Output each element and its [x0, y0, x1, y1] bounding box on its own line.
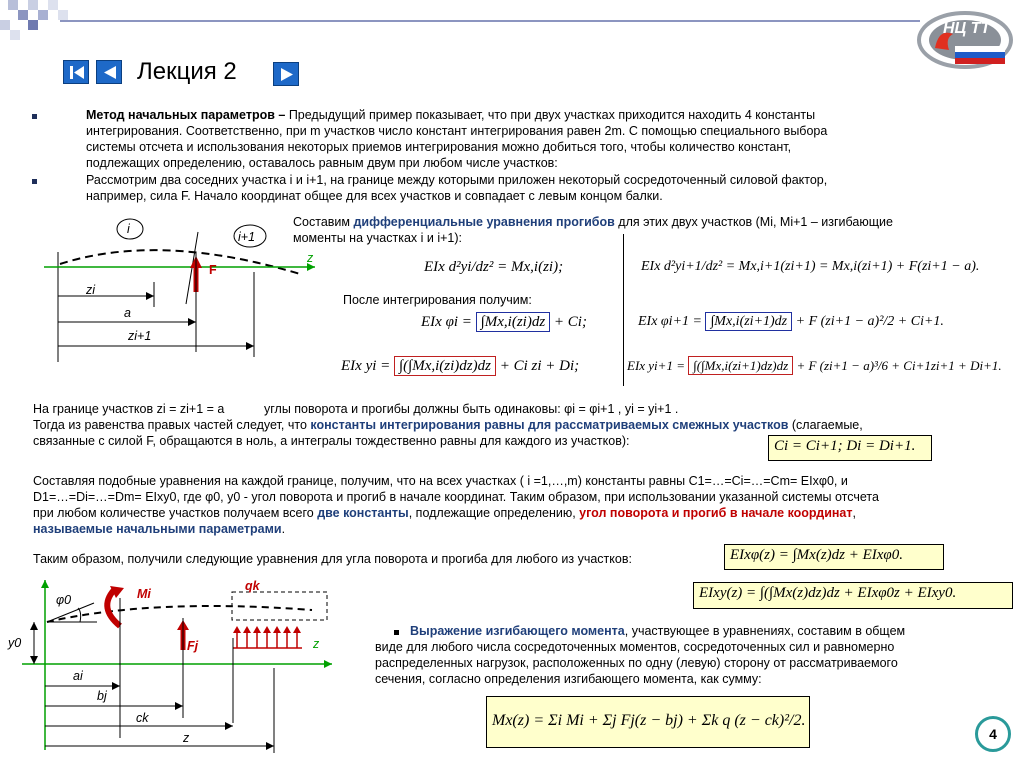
- section3-line2: D1=…=Di=…=Dm= EIxy0, где φ0, y0 - угол поворота и прогиб в начале координат. Таким образом, при использовании указанной системы отсчета: [33, 490, 879, 504]
- section4-line4: сечения, согласно определения изгибающего момента, как сумму:: [375, 672, 762, 686]
- section1-intro: Составим дифференциальные уравнения прогибов для этих двух участков (Mi, Mi+1 – изгибающие: [293, 215, 893, 229]
- section4-line2: виде для любого числа сосредоточенных моментов, сосредоточенных сил и равномерно: [375, 640, 895, 654]
- para1-line4: подлежащих определению, оставалось равным двум при любом числе участков:: [86, 156, 558, 170]
- eq-left-2: EIx φi = ∫Mx,i(zi)dz + Ci;: [421, 314, 587, 330]
- eq-right-3: EIx yi+1 = ∫(∫Mx,i(zi+1)dz)dz + F (zi+1 − a)³/6 + Ci+1zi+1 + Di+1.: [627, 358, 1002, 373]
- para2-line1: Рассмотрим два соседних участка i и i+1, на границе между которыми приложен некоторый сосредоточенный силовой фактор,: [86, 173, 828, 187]
- para1-line1: Метод начальных параметров – Предыдущий пример показывает, что при двух участках приходится находить 4 константы: [86, 108, 816, 122]
- eq-right-1: EIx d²yi+1/dz² = Mx,i+1(zi+1) = Mx,i(zi+1) + F(zi+1 − a).: [641, 259, 980, 274]
- bullet-3: [394, 630, 399, 635]
- section4-line1: Выражение изгибающего момента, участвующее в уравнениях, составим в общем: [410, 624, 906, 638]
- diagram2-label-qk: qk: [245, 579, 260, 593]
- logo-text: НЦ ТТ: [943, 20, 991, 37]
- diagram1-label-z: z: [307, 251, 314, 265]
- diagram1-label-zi1: zi+1: [128, 329, 152, 343]
- page-title: Лекция 2: [137, 58, 237, 85]
- beam-diagram-two-segments: [30, 212, 330, 362]
- diagram2-label-z2: z: [183, 731, 190, 745]
- diagram2-label-bj: bj: [97, 689, 107, 703]
- eq-left-2-box: ∫Mx,i(zi)dz: [476, 312, 551, 332]
- diagram2-label-Mi: Mi: [137, 587, 151, 601]
- section3-final-line: Таким образом, получили следующие уравнения для угла поворота и прогиба для любого из участков:: [33, 552, 632, 566]
- corner-decoration: [0, 0, 80, 50]
- diagram2-label-z: z: [313, 637, 320, 651]
- section3-line1: Составляя подобные уравнения на каждой границе, получим, что на всех участках ( i =1,…,m) константы равны C1=…=Ci=…=Cm= EIxφ0, и: [33, 474, 848, 488]
- diagram2-label-ck: ck: [136, 711, 149, 725]
- section2-line3: связанные с силой F, обращаются в ноль, а интегралы тождественно равны для каждого из участков):: [33, 434, 630, 448]
- page-number-badge: [975, 716, 1011, 752]
- diagram1-label-F: F: [209, 263, 217, 277]
- constants-equal-box: Ci = Ci+1; Di = Di+1.: [768, 435, 932, 461]
- first-slide-button[interactable]: [63, 60, 89, 84]
- diagram1-label-a: a: [124, 306, 131, 320]
- prev-arrow-icon: [97, 61, 123, 85]
- equation-divider: [623, 234, 624, 386]
- beam-diagram-general-loading: [2, 578, 342, 756]
- bullet-1: [32, 114, 37, 119]
- next-slide-button[interactable]: [273, 62, 299, 86]
- section4-line3: распределенных нагрузок, расположенных по одну (левую) сторону от рассматриваемого: [375, 656, 898, 670]
- diagram2-label-y0: y0: [8, 636, 22, 650]
- section2-line2: Тогда из равенства правых частей следует, что константы интегрирования равны для рассматриваемых смежных участков (слагаемые,: [33, 418, 863, 432]
- eq-left-3: EIx yi = ∫(∫Mx,i(zi)dz)dz + Ci zi + Di;: [341, 358, 580, 374]
- diagram1-label-i: i: [127, 222, 130, 236]
- eq-left-1: EIx d²yi/dz² = Mx,i(zi);: [424, 259, 564, 275]
- deflection-equation-box: EIxy(z) = ∫(∫Mx(z)dz)dz + EIxφ0z + EIxy0.: [693, 582, 1013, 609]
- eq-right-2-box: ∫Mx,i(zi+1)dz: [705, 312, 792, 331]
- prev-slide-button[interactable]: [96, 60, 122, 84]
- header-rule: [60, 20, 920, 22]
- section2-line1a: На границе участков zi = zi+1 = a: [33, 402, 225, 416]
- page-number: 4: [989, 726, 997, 742]
- eq-left-3-box: ∫(∫Mx,i(zi)dz)dz: [394, 356, 496, 376]
- logo: [915, 8, 1015, 70]
- diagram2-label-phi0: φ0: [56, 593, 72, 607]
- diagram2-label-Fj: Fj: [187, 639, 199, 653]
- section3-line4: называемые начальными параметрами.: [33, 522, 286, 536]
- eq-right-2: EIx φi+1 = ∫Mx,i(zi+1)dz + F (zi+1 − a)²/2 + Ci+1.: [638, 314, 944, 329]
- skip-first-icon: [64, 61, 90, 85]
- bending-moment-equation-box: Mx(z) = Σi Mi + Σj Fj(z − bj) + Σk q (z − ck)²/2.: [486, 696, 810, 748]
- eq-right-3-box: ∫(∫Mx,i(zi+1)dz)dz: [688, 356, 793, 375]
- bullet-2: [32, 179, 37, 184]
- diagram2-label-ai: ai: [73, 669, 83, 683]
- section1-intro-line2: моменты на участках i и i+1):: [293, 231, 462, 245]
- section3-line3: при любом количестве участков получаем всего две константы, подлежащие определению, угол поворота и прогиб в начале координат,: [33, 506, 856, 520]
- para2-line2: например, сила F. Начало координат общее для всех участков и совпадает с левым концом балки.: [86, 189, 663, 203]
- next-arrow-icon: [274, 63, 300, 87]
- rotation-angle-equation-box: EIxφ(z) = ∫Mx(z)dz + EIxφ0.: [724, 544, 944, 570]
- diagram1-label-i1: i+1: [238, 230, 256, 244]
- para1-line2: интегрирования. Соответственно, при m участков число констант интегрирования равен 2m. С помощью специального выбора: [86, 124, 828, 138]
- section2-line1b: углы поворота и прогибы должны быть одинаковы: φi = φi+1 , yi = yi+1 .: [264, 402, 679, 416]
- para1-line3: системы отсчета и использования некоторых приемов интегрирования можно добиться того, чтобы количество констант,: [86, 140, 792, 154]
- after-integration-label: После интегрирования получим:: [343, 293, 532, 307]
- diagram1-label-zi: zi: [86, 283, 96, 297]
